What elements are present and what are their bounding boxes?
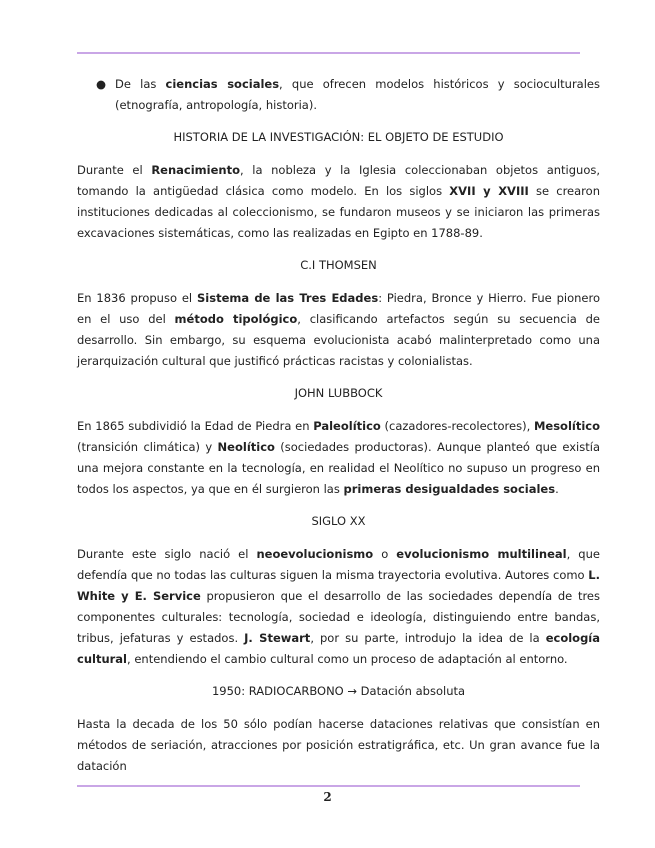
text-run: . <box>555 482 559 496</box>
bold-term: neoevolucionismo <box>256 547 374 561</box>
page-number: 2 <box>323 790 332 804</box>
text-run: , por su parte, introdujo la idea de la <box>310 631 546 645</box>
bold-term: L. White y E. Service <box>77 568 600 603</box>
bold-term: ecología cultural <box>77 631 600 666</box>
text-run: se crearon instituciones dedicadas al coleccionismo, se fundaron museos y se iniciaron las primeras excavaciones sistemáticas, como las realizadas en Egipto en 1788-89. <box>77 184 600 240</box>
paragraph-historia <box>77 160 600 244</box>
text-run: (cazadores-recolectores), <box>380 419 534 433</box>
text-run: (sociedades productoras). Aunque planteó que existía una mejora constante en la tecnología, en realidad el Neolítico no supuso un progreso en todos los aspectos, ya que en él surgieron las <box>77 440 600 496</box>
footer-rule <box>77 785 580 787</box>
bold-term: primeras desigualdades sociales <box>343 482 556 496</box>
bullet-dot-icon: ● <box>96 77 107 91</box>
bold-term: Neolítico <box>217 440 275 454</box>
text-run: propusieron que el desarrollo de las sociedades dependía de tres componentes culturales: tecnología, sociedad e ideología, distinguiendo entre bandas, tribus, jefaturas y estados. <box>77 589 600 645</box>
text-run: , que defendía que no todas las culturas siguen la misma trayectoria evolutiva. Autores como <box>77 547 600 582</box>
text-run: o <box>373 547 397 561</box>
section-heading-lubbock: JOHN LUBBOCK <box>294 386 383 400</box>
list-item <box>96 74 600 116</box>
text-run: Hasta la decada de los 50 sólo podían hacerse dataciones relativas que consistían en métodos de seriación, atracciones por posición estratigráfica, etc. Un gran avance fue la datación <box>77 717 600 773</box>
text-run: , entendiendo el cambio cultural como un proceso de adaptación al entorno. <box>127 652 568 666</box>
bold-term: ciencias sociales <box>165 77 280 91</box>
section-heading-radiocarbono: 1950: RADIOCARBONO → Datación absoluta <box>211 684 466 698</box>
text-run: , clasificando artefactos según su secuencia de desarrollo. Sin embargo, su esquema evolucionista acabó malinterpretado como una jerarquización cultural que justificó prácticas racistas y colonialistas. <box>77 312 600 368</box>
bullet-list <box>77 74 600 116</box>
bold-term: Paleolítico <box>313 419 381 433</box>
bold-term: J. Stewart <box>244 631 311 645</box>
text-run: Durante el <box>77 163 152 177</box>
bold-term: XVII y XVIII <box>449 184 529 198</box>
text-run: En 1836 propuso el <box>77 291 197 305</box>
header-rule <box>77 52 580 54</box>
section-heading-thomsen: C.I THOMSEN <box>300 258 377 272</box>
paragraph-lubbock <box>77 416 600 500</box>
text-run: : Piedra, Bronce y Hierro. Fue pionero en el uso del <box>77 291 601 326</box>
bold-term: Renacimiento <box>151 163 240 177</box>
text-run: , que ofrecen modelos históricos y socioculturales (etnografía, antropología, historia). <box>115 77 600 112</box>
paragraph-thomsen <box>77 288 600 372</box>
paragraph-radiocarbono <box>77 714 600 777</box>
text-run: En 1865 subdividió la Edad de Piedra en <box>77 419 314 433</box>
section-heading-historia: HISTORIA DE LA INVESTIGACIÓN: EL OBJETO DE ESTUDIO <box>173 130 504 144</box>
text-run: Durante este siglo nació el <box>77 547 257 561</box>
bold-term: evolucionismo multilineal <box>396 547 567 561</box>
bold-term: método tipológico <box>174 312 298 326</box>
document-body <box>77 74 600 788</box>
text-run: , la nobleza y la Iglesia coleccionaban objetos antiguos, tomando la antigüedad clásica como modelo. En los siglos <box>77 163 601 198</box>
section-heading-siglo-xx: SIGLO XX <box>311 514 366 528</box>
text-run: (transición climática) y <box>77 440 218 454</box>
bold-term: Sistema de las Tres Edades <box>197 291 379 305</box>
bold-term: Mesolítico <box>533 419 600 433</box>
paragraph-siglo-xx <box>77 544 600 670</box>
text-run: De las <box>115 77 166 91</box>
